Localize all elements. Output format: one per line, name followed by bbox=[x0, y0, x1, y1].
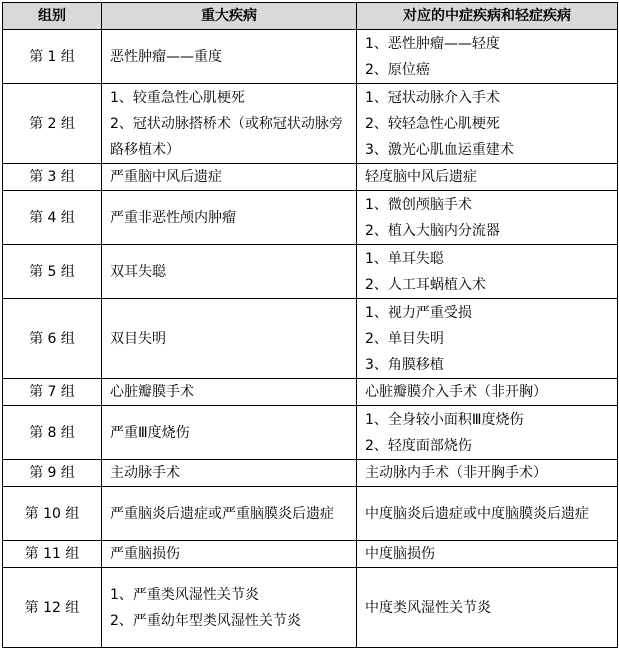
major-cell bbox=[102, 245, 357, 299]
group-cell: 第 4 组 bbox=[3, 191, 102, 245]
minor-line: 2、较轻急性心肌梗死 bbox=[365, 115, 500, 132]
minor-line: 2、人工耳蜗植入术 bbox=[365, 276, 486, 293]
minor-cell bbox=[357, 299, 618, 379]
major-cell bbox=[102, 84, 357, 164]
minor-cell bbox=[357, 406, 618, 460]
minor-cell bbox=[357, 379, 618, 406]
table-row bbox=[3, 245, 618, 299]
table-row bbox=[3, 191, 618, 245]
minor-cell bbox=[357, 245, 618, 299]
minor-line: 2、植入大脑内分流器 bbox=[365, 222, 500, 239]
minor-cell bbox=[357, 164, 618, 191]
minor-line: 1、微创颅脑手术 bbox=[365, 196, 472, 213]
minor-cell bbox=[357, 541, 618, 568]
group-cell: 第 5 组 bbox=[3, 245, 102, 299]
major-line: 双耳失聪 bbox=[110, 263, 166, 280]
group-cell: 第 7 组 bbox=[3, 379, 102, 406]
header-major-disease: 重大疾病 bbox=[102, 3, 357, 30]
major-cell bbox=[102, 406, 357, 460]
major-cell bbox=[102, 164, 357, 191]
table-row bbox=[3, 379, 618, 406]
minor-line: 1、恶性肿瘤——轻度 bbox=[365, 35, 500, 52]
major-line: 主动脉手术 bbox=[110, 465, 180, 481]
major-cell bbox=[102, 487, 357, 541]
major-cell bbox=[102, 299, 357, 379]
group-cell: 第 10 组 bbox=[3, 487, 102, 541]
group-cell: 第 8 组 bbox=[3, 406, 102, 460]
minor-cell bbox=[357, 568, 618, 648]
major-line: 2、严重幼年型类风湿性关节炎 bbox=[110, 612, 301, 629]
major-line: 严重脑损伤 bbox=[110, 546, 180, 562]
minor-cell bbox=[357, 460, 618, 487]
minor-cell bbox=[357, 30, 618, 84]
minor-line: 1、冠状动脉介入手术 bbox=[365, 89, 500, 106]
table-row bbox=[3, 487, 618, 541]
group-cell: 第 1 组 bbox=[3, 30, 102, 84]
minor-line: 主动脉内手术（非开胸手术） bbox=[365, 465, 547, 481]
group-cell: 第 6 组 bbox=[3, 299, 102, 379]
group-cell: 第 12 组 bbox=[3, 568, 102, 648]
minor-line: 1、单耳失聪 bbox=[365, 250, 444, 267]
major-cell bbox=[102, 541, 357, 568]
minor-line: 2、单目失明 bbox=[365, 330, 444, 347]
major-line: 严重脑中风后遗症 bbox=[110, 169, 222, 185]
minor-cell bbox=[357, 191, 618, 245]
major-line: 恶性肿瘤——重度 bbox=[110, 48, 222, 65]
disease-group-table bbox=[2, 2, 618, 648]
minor-line: 3、激光心肌血运重建术 bbox=[365, 141, 514, 158]
group-cell: 第 9 组 bbox=[3, 460, 102, 487]
minor-line: 中度脑损伤 bbox=[365, 546, 435, 562]
major-cell bbox=[102, 568, 357, 648]
table-header-row bbox=[3, 3, 618, 30]
minor-line: 2、原位癌 bbox=[365, 61, 430, 78]
major-line: 严重Ⅲ度烧伤 bbox=[110, 424, 190, 441]
major-line: 心脏瓣膜手术 bbox=[110, 384, 194, 400]
minor-cell bbox=[357, 487, 618, 541]
table-row bbox=[3, 541, 618, 568]
minor-line: 心脏瓣膜介入手术（非开胸） bbox=[365, 384, 547, 400]
major-line: 双目失明 bbox=[110, 330, 166, 347]
major-line: 2、冠状动脉搭桥术（或称冠状动脉旁路移植术） bbox=[110, 115, 343, 158]
major-cell bbox=[102, 379, 357, 406]
major-line: 1、严重类风湿性关节炎 bbox=[110, 586, 259, 603]
table-row bbox=[3, 30, 618, 84]
header-minor-disease: 对应的中症疾病和轻症疾病 bbox=[357, 3, 618, 30]
major-cell bbox=[102, 191, 357, 245]
table-row bbox=[3, 164, 618, 191]
minor-line: 2、轻度面部烧伤 bbox=[365, 437, 472, 454]
group-cell: 第 11 组 bbox=[3, 541, 102, 568]
page bbox=[2, 2, 618, 648]
table-row bbox=[3, 406, 618, 460]
minor-cell bbox=[357, 84, 618, 164]
table-row bbox=[3, 299, 618, 379]
major-line: 1、较重急性心肌梗死 bbox=[110, 89, 245, 106]
table-row bbox=[3, 84, 618, 164]
minor-line: 1、视力严重受损 bbox=[365, 304, 472, 321]
major-line: 严重非恶性颅内肿瘤 bbox=[110, 209, 236, 226]
minor-line: 中度类风湿性关节炎 bbox=[365, 599, 491, 616]
major-cell bbox=[102, 30, 357, 84]
table-row bbox=[3, 460, 618, 487]
header-group: 组别 bbox=[3, 3, 102, 30]
minor-line: 1、全身较小面积Ⅲ度烧伤 bbox=[365, 411, 524, 428]
minor-line: 轻度脑中风后遗症 bbox=[365, 169, 477, 185]
major-cell bbox=[102, 460, 357, 487]
group-cell: 第 2 组 bbox=[3, 84, 102, 164]
minor-line: 中度脑炎后遗症或中度脑膜炎后遗症 bbox=[365, 505, 589, 522]
major-line: 严重脑炎后遗症或严重脑膜炎后遗症 bbox=[110, 505, 334, 522]
minor-line: 3、角膜移植 bbox=[365, 356, 444, 373]
table-row bbox=[3, 568, 618, 648]
group-cell: 第 3 组 bbox=[3, 164, 102, 191]
